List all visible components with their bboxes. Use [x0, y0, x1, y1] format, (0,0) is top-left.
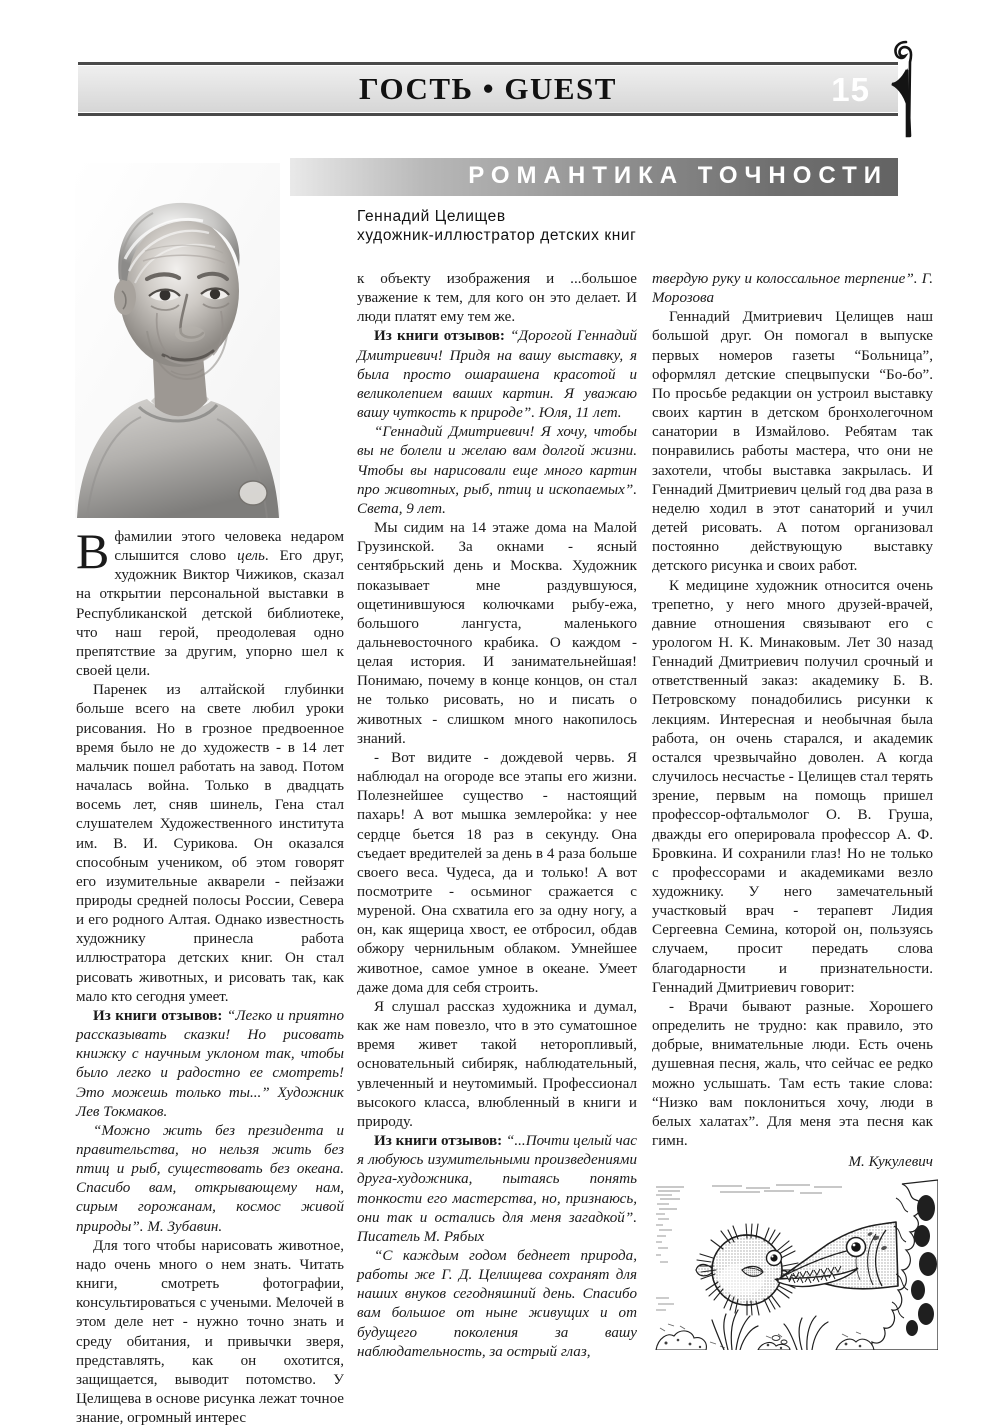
paragraph	[357, 749, 637, 998]
quote-label: Из книги отзывов:	[374, 328, 505, 345]
paragraph-text: Геннадий Дмитриевич Целищев наш большой друг. Он помогал в выпуске первых номеров газеты “Больница”, оформлял детские спецвыпуски “Бо-бо”. По просьбе редакции он устроил выставку своих картин в детском бронхолегочном санатории в Измайлово. Ребятам так понравились работы мастера, что они не захотели, чтобы выставка закрылась. И Геннадий Дмитриевич целый год два раза в неделю ходил в этот санаторий и учил детей рисовать. А потом организовал постоянно действующую выставку детского рисунка и своих работ.	[652, 309, 933, 575]
paragraph	[357, 327, 637, 423]
paragraph	[357, 1132, 637, 1247]
header-rule-top	[78, 62, 898, 65]
paragraph-text: Для того чтобы нарисовать животное, надо очень много о нем знать. Читать книги, смотреть фотографии, консультироваться с учеными. Мелочей в этом деле нет - нужно точно знать и среду обитания, и привычки зверя, представлять, как он охотится, защищается, выводит потомство. У Целищева в основе рисунка лежат точное знание, огромный интерес	[76, 1237, 344, 1427]
paragraph	[357, 519, 637, 749]
section-header-bar	[78, 62, 898, 116]
portrait-photo	[75, 163, 280, 518]
paragraph	[76, 1007, 344, 1122]
article-column-2	[357, 270, 637, 1362]
paragraph-text: Я слушал рассказ художника и думал, как же нам повезло, что в это суматошное время живет такой неторопливый, основательный сибиряк, наблюдательный, увлеченный и неутомимый. Профессионал высокого класса, влюбленный в книги и природу.	[357, 998, 637, 1130]
quote-label: Из книги отзывов:	[93, 1007, 223, 1024]
paragraph	[652, 270, 933, 308]
paragraph	[652, 577, 933, 998]
quote-text: “Дорогой Геннадий Дмитриевич! Придя на вашу выставку, я была просто ошарашена красотой и великолепием ваших картин. Я уважаю вашу чуткость к природе”. Юля, 11 лет.	[357, 328, 638, 422]
article-column-3	[652, 270, 933, 1172]
article-signature: М. Кукулевич	[848, 1154, 933, 1171]
paragraph-text: фамилии этого человека недаром слышится слово цель. Его друг, художник Виктор Чижиков, сказал на открытии персональной выставки в Республиканской детской библиотеке, что наш герой, преодолевая одно препятствие за другим, упорно шел к своей цели.	[76, 529, 344, 680]
quote-text: “Геннадий Дмитриевич! Я хочу, чтобы вы не болели и желаю вам долгой жизни. Чтобы вы нарисовали еще много картин про животных, рыб, птиц и ископаемых”. Света, 9 лет.	[357, 424, 637, 517]
paragraph	[357, 998, 637, 1132]
article-title-banner	[290, 158, 898, 196]
quote-text: “Легко и приятно рассказывать сказки! Но рисовать книжку с научным уклоном так, чтобы было легко и радостно ее смотреть! Это можешь только ты...” Художник Лев Токмаков.	[76, 1007, 345, 1120]
drop-cap: В	[76, 523, 110, 579]
paragraph	[652, 998, 933, 1151]
paragraph	[652, 1153, 933, 1172]
paragraph-text: - Вот видите - дождевой червь. Я наблюдал на огороде все этапы его жизни. Полезнейшее существо - настоящий пахарь! А вот мышка землеройка: у нее сердце бьется 18 раз в секунду. Она съедает вредителей за день в 4 раза больше своего веса. Чудеса, да и только! А вот посмотрите - осьминог сражается с муреной. Она схватила его за одну ногу, а он, как ящерица хвост, ее отбросил, обдав обжору чернильным облаком. Умнейшее животное, самое умное в океане. Умеет даже дома для себя строить.	[357, 749, 637, 996]
section-title: ГОСТЬ • GUEST	[359, 71, 617, 106]
paragraph	[652, 308, 933, 576]
byline	[357, 207, 687, 245]
quote-text: твердую руку и колоссальное терпение”. Г. Морозова	[652, 271, 933, 307]
scroll-flourish-icon	[876, 40, 920, 140]
paragraph	[76, 1237, 344, 1428]
paragraph	[76, 681, 344, 1007]
quote-text: “С каждым годом беднеет природа, работы же Г. Д. Целищева сохранят для наших внуков сегодняшний день. Спасибо вам большое от ныне живущих и от будущего поколения за вашу наблюдательность, за острый глаз,	[357, 1247, 637, 1360]
paragraph-text: - Врачи бывают разные. Хорошего определить не трудно: как правило, это добрые, внимательные люди. Есть очень душевная песня, жаль, что сейчас ее редко можно услышать. Там есть такие слова: “Низко вам поклониться хочу, люди в белых халатах”. Для меня эта песня как гимн.	[652, 998, 933, 1150]
article-title: РОМАНТИКА ТОЧНОСТИ	[468, 162, 888, 189]
paragraph	[76, 1122, 344, 1237]
paragraph	[357, 423, 637, 519]
page-number: 15	[831, 71, 870, 108]
paragraph-text: Мы сидим на 14 этаже дома на Малой Грузинской. За окнами - ясный сентябрьский день и Москва. Художник показывает мне раздувшуюся, ощетинившуюся колючками рыбу-ежа, большого лангуста, маленького дальневосточного крабика. О каждом - целая история. И занимательнейшая! Понимаю, почему в конце концов, он стал не только рисовать, но и писать о животных - слишком много накопилось знаний.	[357, 520, 637, 747]
quote-label: Из книги отзывов:	[374, 1133, 503, 1150]
paragraph	[357, 270, 637, 327]
quote-text: “...Почти целый час я любуюсь изумительными произведениями друга-художника, пытаясь понять тонкости его мастерства, но, признаюсь, они так и остались для меня загадкой”. Писатель М. Рябых	[357, 1133, 637, 1245]
author-role: художник-иллюстратор детских книг	[357, 227, 637, 244]
fish-illustration	[650, 1178, 938, 1350]
paragraph-text: К медицине художник относится очень трепетно, у него много друзей-врачей, давние отношения связывают его с урологом Н. К. Минаковым. Лет 30 назад Геннадий Дмитриевич получил срочный и ответственный заказ: академику Б. В. Петровскому понадобились рисунки к лекциям. Интересная и необычная была работа, он очень старался, и академик остался чрезвычайно доволен. А когда случилось несчастье - Целищев стал терять зрение, первым на помощь пришел профессор-офтальмолог О. В. Груша, дважды его оперировала профессор А. Ф. Бровкина. И сохранили глаз! Но не только с профессорами и академиками везло художнику. У него замечательный участковый врач - терапевт Лидия Сергеевна Семина, которой он, пользуясь случаем, просит передать слова благодарности и признательности. Геннадий Дмитриевич говорит:	[652, 577, 933, 996]
paragraph-text: Паренек из алтайской глубинки больше всего на свете любил уроки рисования. Но в грозное предвоенное время было не до художеств - в 14 лет мальчик пошел работать на завод. Потом началась война. Только в двадцать восемь лет, сняв шинель, Гена стал слушателем Художественного института им. В. И. Сурикова. Он оказался способным учеником, об этом говорят его изумительные акварели - пейзажи природы средней полосы России, Севера и его родного Алтая. Однако известность художнику принесла работа иллюстратора детских книг. Он стал рисовать животных, и рисовать так, как мало кто сегодня умеет.	[76, 682, 344, 1005]
paragraph	[76, 523, 344, 681]
article-column-1	[76, 523, 345, 1428]
quote-text: “Можно жить без президента и правительства, но нельзя жить без птиц и рыб, существовать без океана. Спасибо вам, открывающему нам, сирым горожанам, космос живой природы”. М. Зубавин.	[76, 1122, 344, 1235]
header-rule-bottom	[78, 113, 898, 116]
paragraph-text: к объекту изображения и ...большое уважение к тем, для кого он это делает. И люди платят ему тем же.	[357, 271, 637, 326]
author-name: Геннадий Целищев	[357, 208, 506, 225]
paragraph	[357, 1247, 637, 1362]
